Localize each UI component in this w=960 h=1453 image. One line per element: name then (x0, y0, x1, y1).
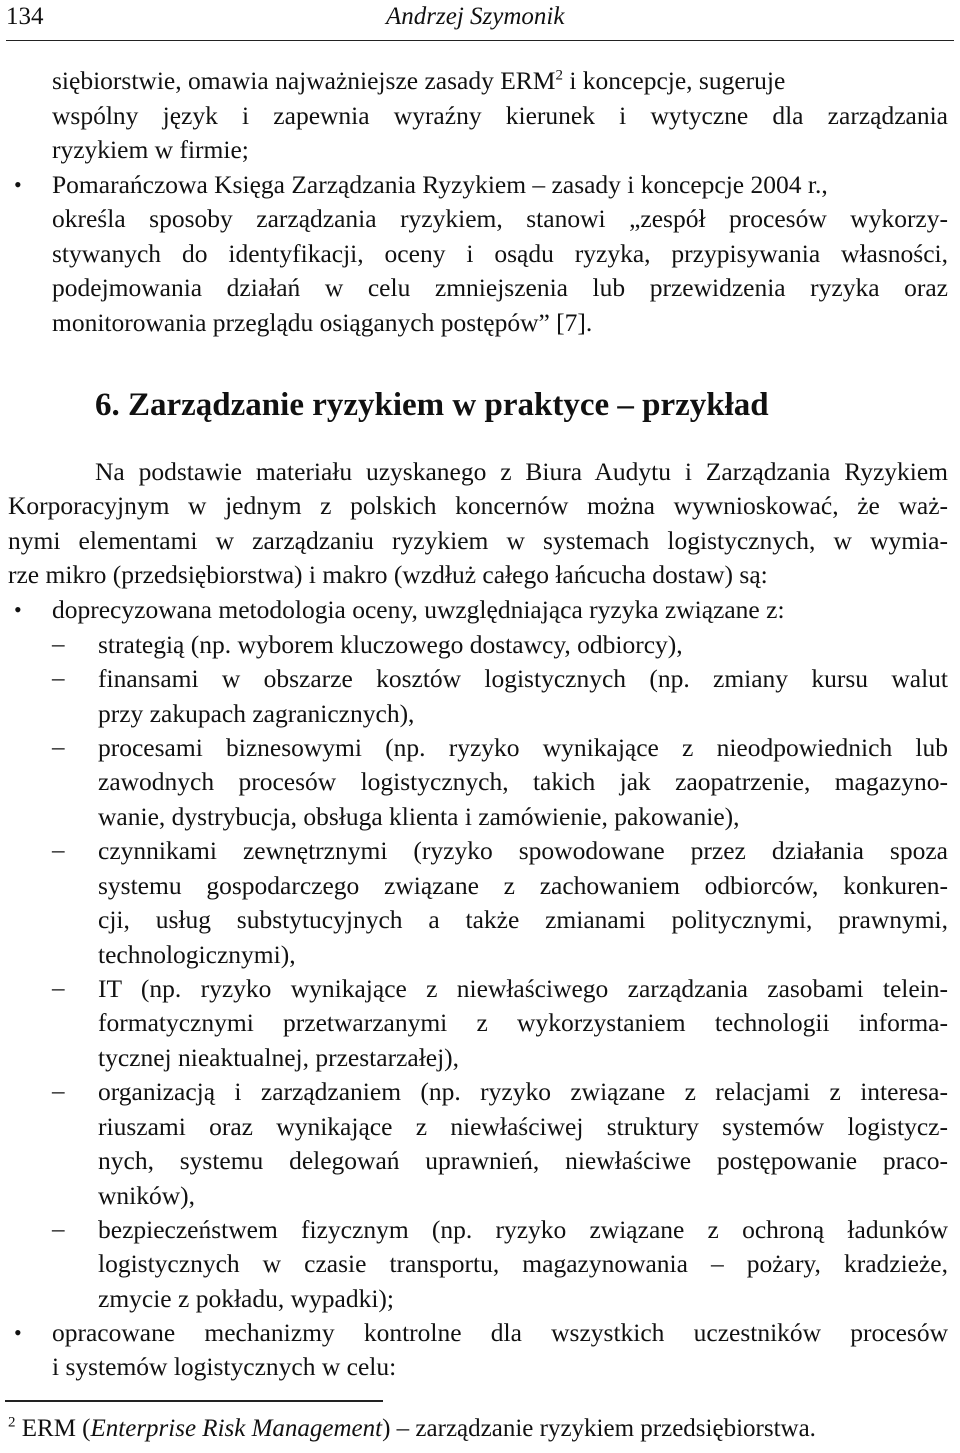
dash-icon: – (52, 837, 65, 864)
page-number: 134 (6, 3, 44, 30)
bullet-icon: • (14, 597, 22, 622)
text-line: systemu gospodarczego związane z zachowaniem odbiorców, konkuren- (98, 871, 948, 900)
text-line: ryzykiem w firmie; (52, 135, 249, 164)
text-line: nych, systemu delegowań uprawnień, niewłaściwe postępowanie praco- (98, 1146, 948, 1175)
text-line: cji, usług substytucyjnych a także zmianami politycznymi, prawnymi, (98, 905, 948, 934)
text-line: rze mikro (przedsiębiorstwa) i makro (wzdłuż całego łańcucha dostaw) są: (8, 560, 768, 589)
list-item: finansami w obszarze kosztów logistycznych (np. zmiany kursu walut (98, 664, 948, 693)
list-item: organizacją i zarządzaniem (np. ryzyko związane z relacjami z interesa- (98, 1077, 948, 1106)
text-line: Pomarańczowa Księga Zarządzania Ryzykiem – zasady i koncepcje 2004 r., (52, 170, 828, 199)
dash-icon: – (52, 665, 65, 692)
text-line: zawodnych procesów logistycznych, takich jak zaopatrzenie, magazyno- (98, 767, 948, 796)
text-line: wanie, dystrybucja, obsługa klienta i zamówienie, pakowanie), (98, 802, 740, 831)
text-line: wspólny język i zapewnia wyraźny kierunek i wytyczne dla zarządzania (52, 101, 948, 130)
dash-icon: – (52, 1216, 65, 1243)
footnote-ref: 2 (555, 67, 563, 84)
text-line: logistycznych w czasie transportu, magazynowania – pożary, kradzieże, (98, 1249, 948, 1278)
list-item: czynnikami zewnętrznymi (ryzyko spowodowane przez działania spoza (98, 836, 948, 865)
dash-icon: – (52, 734, 65, 761)
text-line: zmycie z pokładu, wypadki); (98, 1284, 394, 1313)
text-line: Korporacyjnym w jednym z polskich koncernów można wywnioskować, że waż- (8, 491, 948, 520)
bullet-icon: • (14, 172, 22, 197)
text-line: technologicznymi), (98, 940, 296, 969)
running-title: Andrzej Szymonik (386, 3, 565, 30)
footnote-term: Enterprise Risk Management (90, 1415, 383, 1442)
page-header (6, 0, 954, 41)
text-line: wników), (98, 1181, 196, 1210)
text-line: monitorowania przeglądu osiąganych postępów” [7]. (52, 308, 593, 337)
text-line: Na podstawie materiału uzyskanego z Biura Audytu i Zarządzania Ryzykiem (95, 457, 948, 486)
text-line: formatycznymi przetwarzanymi z wykorzystaniem technologii informa- (98, 1008, 948, 1037)
list-item: procesami biznesowymi (np. ryzyko wynikające z nieodpowiednich lub (98, 733, 948, 762)
dash-icon: – (52, 1078, 65, 1105)
list-item: bezpieczeństwem fizycznym (np. ryzyko związane z ochroną ładunków (98, 1215, 948, 1244)
list-item: strategią (np. wyborem kluczowego dostawcy, odbiorcy), (98, 630, 683, 659)
bullet-icon: • (14, 1320, 22, 1345)
text-line: riuszami oraz wynikające z niewłaściwej struktury systemów logistycz- (98, 1112, 948, 1141)
text-line: siębiorstwie, omawia najważniejsze zasady ERM$^2$ i koncepcje, sugeruje (52, 66, 786, 95)
text-line: określa sposoby zarządzania ryzykiem, stanowi „zespół procesów wykorzy- (52, 204, 948, 233)
list-item: opracowane mechanizmy kontrolne dla wszystkich uczestników procesów (52, 1318, 948, 1347)
dash-icon: – (52, 631, 65, 658)
section-heading: 6. Zarządzanie ryzykiem w praktyce – przykład (95, 387, 769, 423)
footnote-divider (5, 1400, 383, 1402)
text-line: tycznej nieaktualnej, przestarzałej), (98, 1043, 460, 1072)
text-line: nymi elementami w zarządzaniu ryzykiem w systemach logistycznych, w wymia- (8, 526, 948, 555)
text-line: przy zakupach zagranicznych), (98, 699, 415, 728)
list-item: IT (np. ryzyko wynikające z niewłaściwego zarządzania zasobami telein- (98, 974, 948, 1003)
dash-icon: – (52, 975, 65, 1002)
text-line: podejmowania działań w celu zmniejszenia lub przewidzenia ryzyka oraz (52, 273, 948, 302)
list-item: doprecyzowana metodologia oceny, uwzględniająca ryzyka związane z: (52, 595, 785, 624)
footnote: $^2$ ERM (Enterprise Risk Management) – zarządzanie ryzykiem przedsiębiorstwa. (8, 1414, 816, 1442)
text-line: i systemów logistycznych w celu: (52, 1352, 397, 1381)
footnote-marker: 2 (8, 1414, 16, 1431)
text-line: stywanych do identyfikacji, oceny i osądu ryzyka, przypisywania własności, (52, 239, 948, 268)
